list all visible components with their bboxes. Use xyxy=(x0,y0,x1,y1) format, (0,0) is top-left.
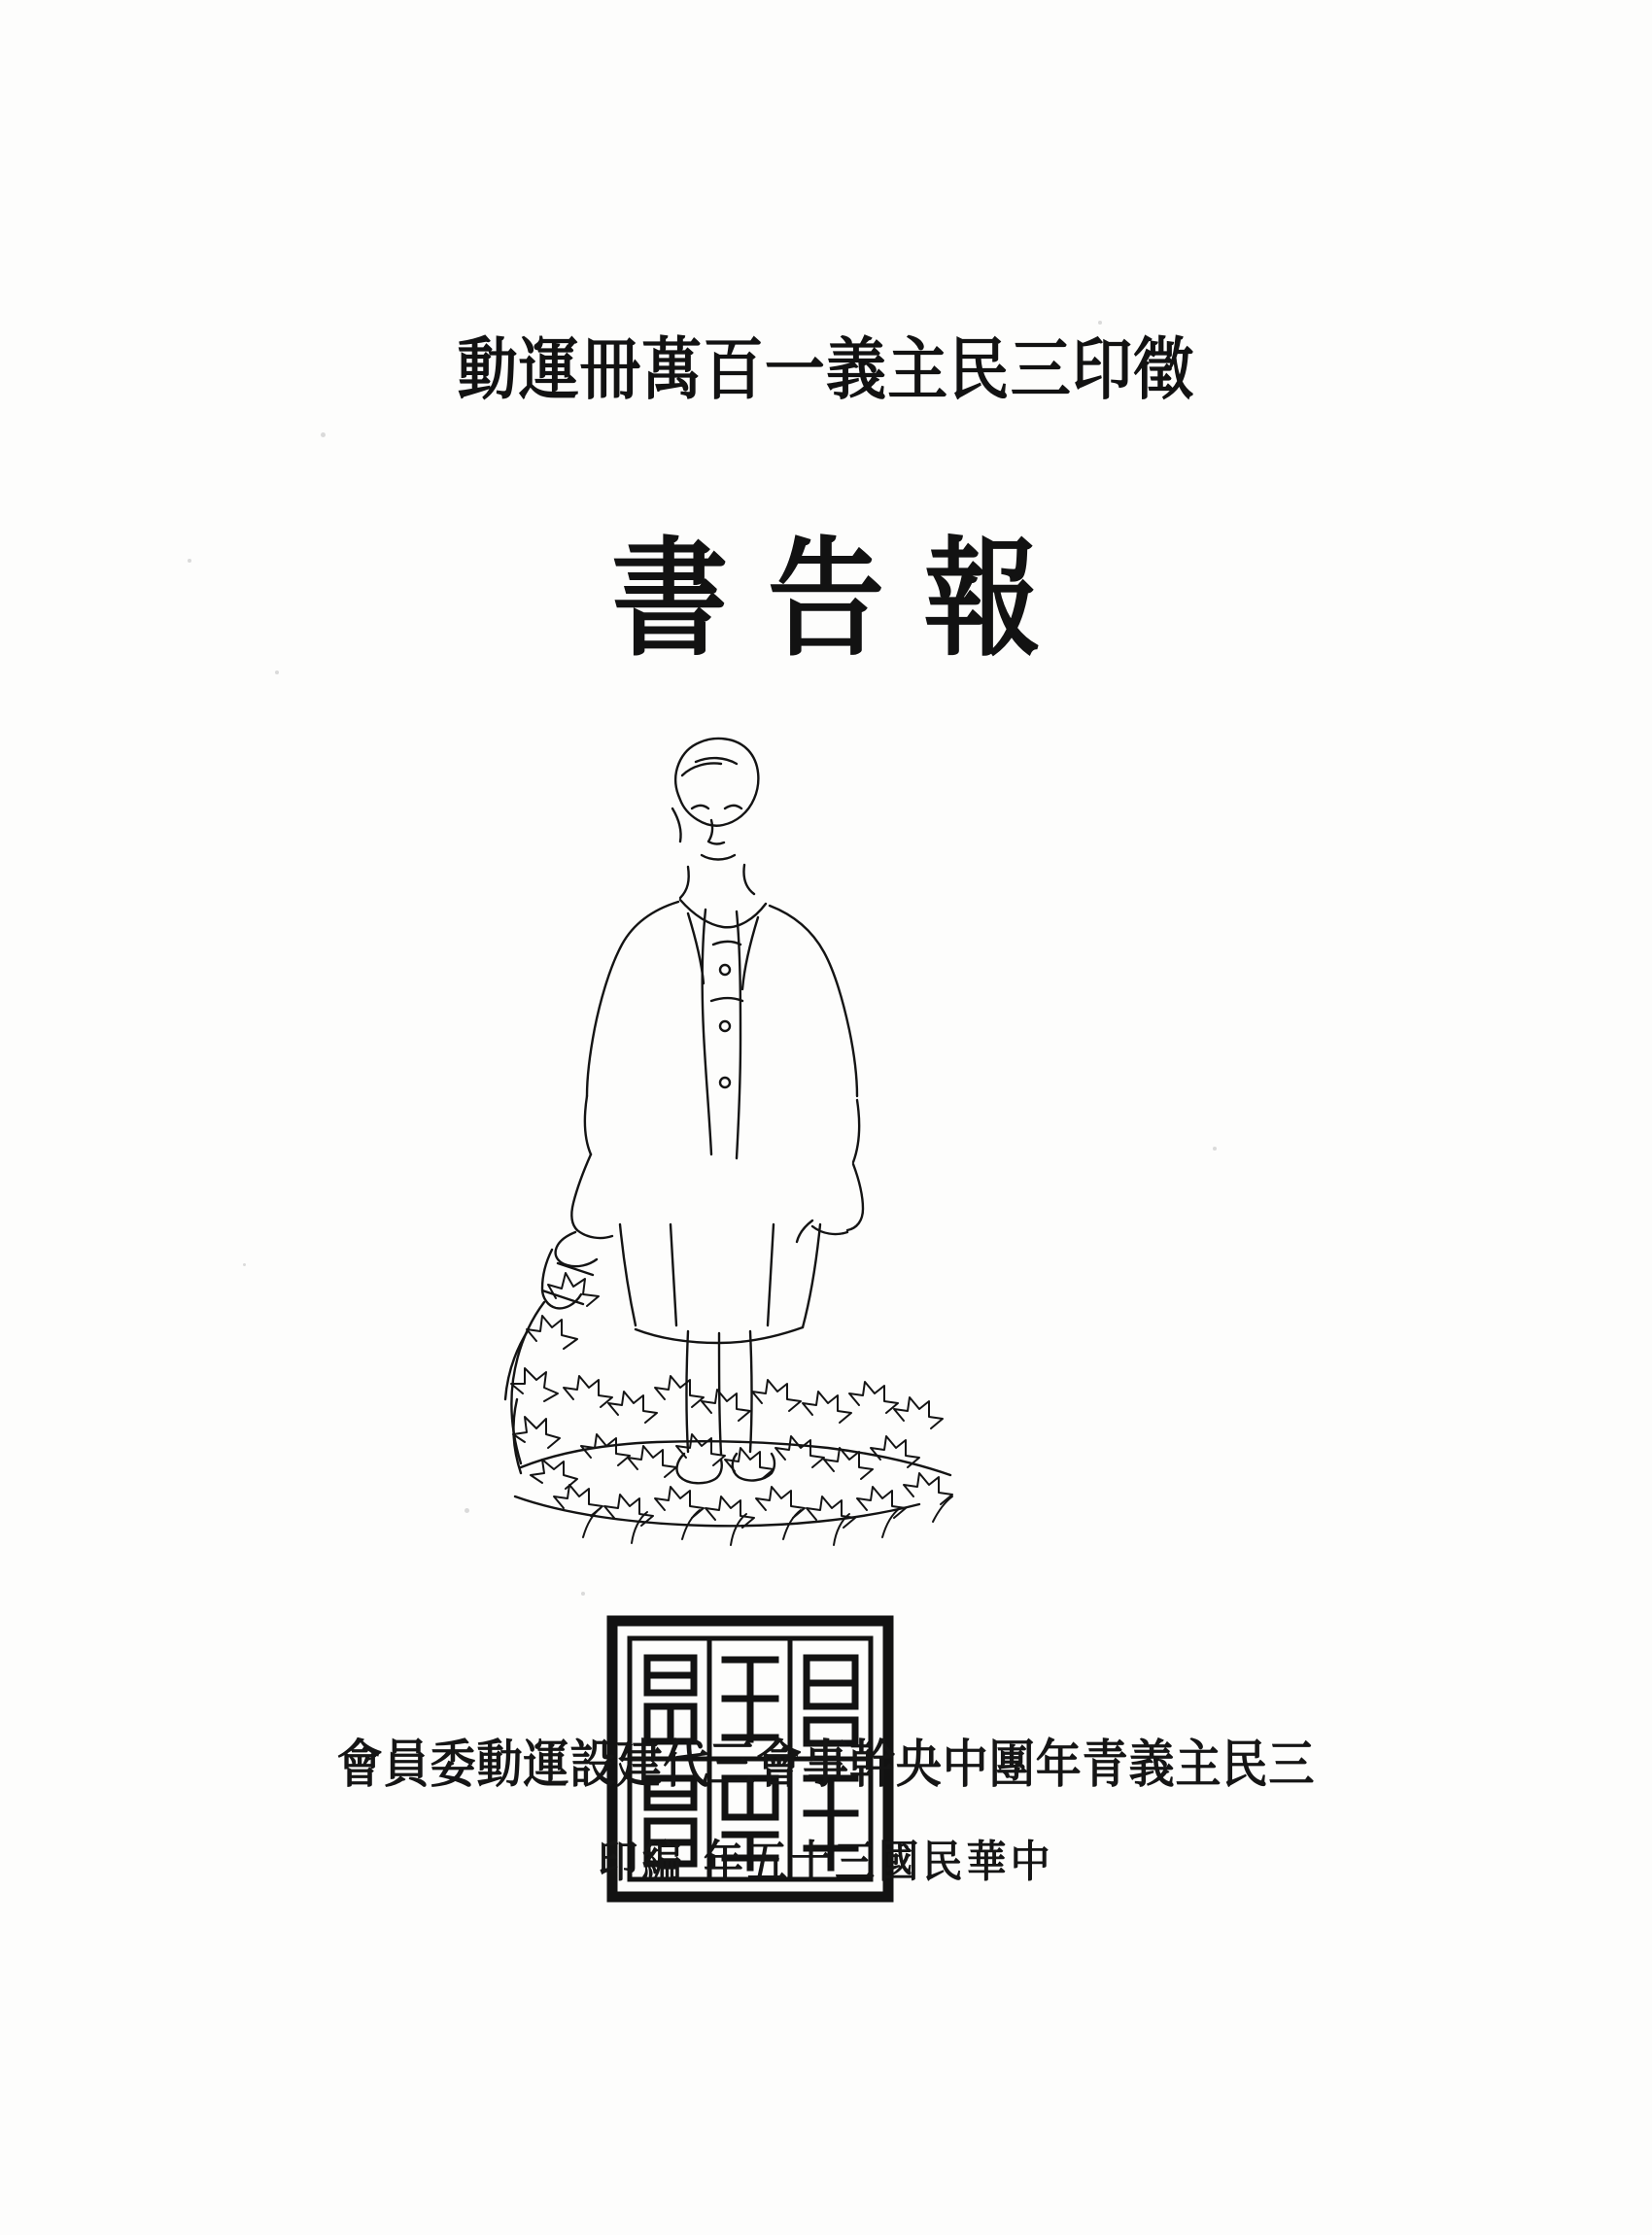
scan-speckle xyxy=(1213,1147,1217,1151)
page-title: 書告報 xyxy=(611,523,1081,674)
scan-speckle xyxy=(243,1263,246,1266)
imprint-organization: 會員委動運設建代三會事幹央中團年青義主民三 xyxy=(336,1735,1316,1795)
cover-illustration xyxy=(428,719,1050,1594)
scan-speckle xyxy=(321,432,326,437)
imprint-date: 印編 年五十三國民華中 xyxy=(598,1835,1054,1887)
cover-subtitle: 動運冊萬百一義主民三印徵 xyxy=(457,329,1195,409)
